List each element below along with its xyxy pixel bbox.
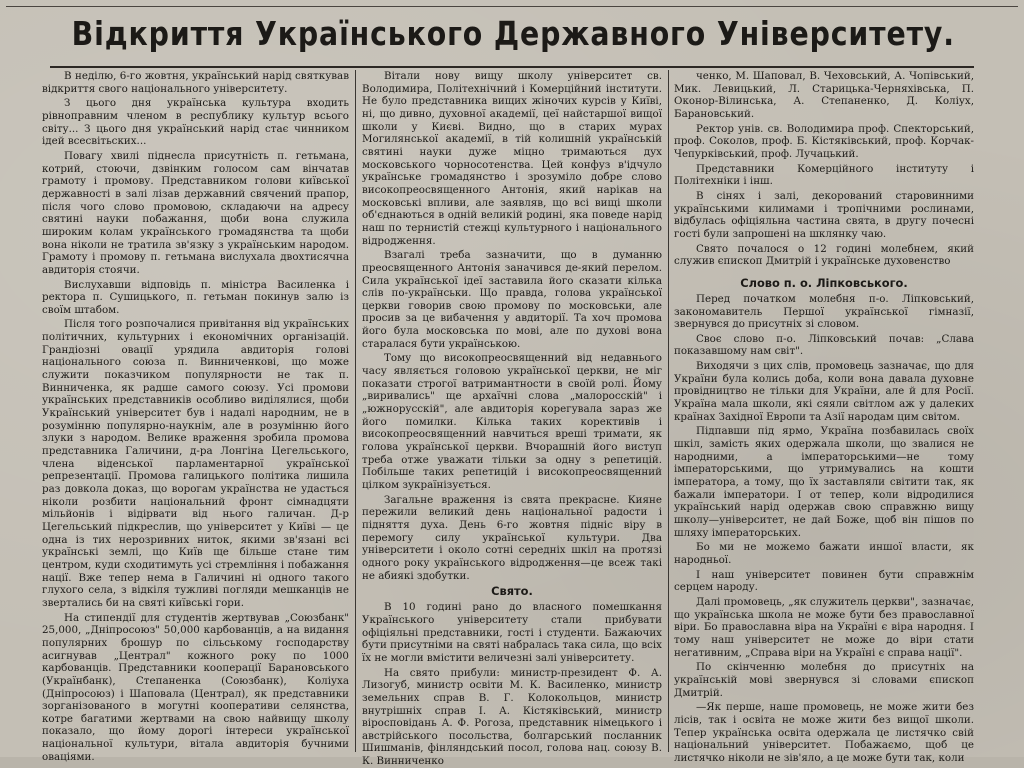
article-paragraph: Після того розпочалися привітання від українських політичних, культурних і економічних організацій. Грандіозні овації урядила авдиторія голові національного союза п. Винниченкові, що може служити показчиком популярности не так п. Винниченка, як радше самого союзу. Усі промови українських представників особливо виділялися, щоби Український університет був і надалі народним, не в розумінню популярно-наукнім, але в розумінню його злуки з народом. Велике враження зробила промова представника Галичини, д-ра Лонгіна Цегельського, члена віденської парламентарної української репрезентації. Промова галицького політика лишила раз довкола доказ, що ворогам українства не удасться ніколи розбити національний фронт сімнадцяти мільйонів і відірвати від нього галичан. Д-р Цегельський підкреслив, що університет у Київі — це одна із тих нерозривних ниток, якими зв'язані всі українські землі, що Київ ще більше стане тим центром, куди сходитимуть усі стремління і побажання нації. Вже тепер нема в Галичині ні одного такого глухого села, з відкіля тужливі погляди мешканців не звертались би на святі київські гори. [42, 318, 349, 609]
article-paragraph: Вітали нову вищу школу університет св. Володимира, Політехнічний і Комерційний інститути. Не було представника вищих жіночих курсів у Київі, ні, що дивно, духовної академії, цеї найстаршої вищої школи у Києві. Видно, що в старих мурах Могилянської академії, в тій колишній українській святині науки дуже міцно тримаються дух московського чорносотенства. Цей конфуз в'ідчуло українське громадянство і зрозуміло добре слово високопреосвященного Антонія, який нарікав на московські впливи, але заявляв, що всі вищі школи об'єднаються в одній великій родині, яка поведе нарід наш по тернистій стежці культурного і національного відродження. [362, 70, 662, 247]
article-paragraph: Свято почалося о 12 годині молебнем, який служив єпископ Дмитрій і українське духовенство [674, 242, 974, 268]
article-paragraph: Загальне враження із свята прекрасне. Кияне пережили великий день національної радости і підняття духа. День 6-го жовтня підніс віру в перемогу силу української культури. Два університети і около сотні середніх шкіл на протязі одного року українського відродження—це всеж такі не абиякі здобутки. [362, 493, 662, 582]
article-paragraph: ченко, М. Шаповал, В. Чеховський, А. Чопівський, Мик. Левицький, Л. Старицька-Черняхівська, П. Оконор-Вілинська, А. Степаненко, Д. Коліух, Барановський. [674, 70, 974, 120]
article-paragraph: Далі промовець, „як служитель церкви", зазначає, що українська школа не може бути без православної віри. Бо православна віра на Україні є віра народня. І тому наш університет не може до віри стати негативним, „Справа віри на Україні є справа нації". [674, 595, 974, 659]
article-paragraph: По скінченню молебня до присутніх на українській мові звернувся зі словами єпископ Дмитрій. [674, 661, 974, 699]
article-paragraph: На стипендії для студентів жертвував „Союзбанк" 25,000, „Дніпросоюз" 50,000 карбованців, а на видання популярних брошур по сільському господарству асигнував „Централ" кожного року по 1000 карбованців. Представники кооперації Барановського (Українбанк), Степаненка (Союзбанк), Коліуха (Дніпросоюз) і Шаповала (Централ), як представники зорганізованого в могутні кооперативи селянства, котре багатими жертвами на свою найвищу школу показало, що йому дорогі інтереси української національної культури, вітала авдиторія бучними оваціями. [42, 611, 349, 763]
article-paragraph: Повагу хвилі піднесла присутність п. гетьмана, котрий, стоючи, дзвінким голосом сам вінчатав грамоту і промову. Представником голови київської державності в залі лізав державний свячений прапор, після чого слово промовою, складаючи на адресу святині науки побажання, щоби вона служила широким колам українського громадянства та щоби вона ніколи не тратила зв'язку з українським народом. Грамоту і промову п. гетьмана вислухала двохтисячна авдиторія стоячи. [42, 149, 349, 276]
column-rule-1 [355, 70, 356, 752]
headline: Відкриття Українського Державного Університету. [71, 14, 955, 53]
column-3 [674, 70, 974, 764]
article-paragraph: Виходячи з цих слів, промовець зазначає, що для України була колись доба, коли вона давала духовне провідництво не тільки для України, але й для Росії. Україна мала школи, які сяяли світлом аж у далеких країнах Західної Европи та Азії народам цим світом. [674, 360, 974, 423]
article-paragraph: Тому що високопреосвященний від недавнього часу являється головою української церкви, не міг показати строгої ватримантности в своїй ролі. Йому „виривались" ще архаїчні слова „малоросскій" і „южнорусскій", але авдиторія корегувала зараз же його помилки. Кілька таких корективів і високопреосвященний навчиться вреші тримати, як голова української церкви. Вчорашній його виступ треба отже уважати тільки за одну з репетицій. Побільше таких репетицій і високопреосвященний цілком зукраїнізується. [362, 352, 662, 491]
article-paragraph: Ректор унів. св. Володимира проф. Спекторський, проф. Соколов, проф. Б. Кістяківський, проф. Корчак-Чепурківський, проф. Лучацький. [674, 122, 974, 160]
top-rule [6, 6, 1018, 7]
article-paragraph: В 10 годині рано до власного помешкання Українського університету стали прибувати офіціяльні представники, гості і студенти. Бажаючих бути присутніми на святі набралась така сила, що всіх їх не могли вмістити величезні залі університету. [362, 601, 662, 664]
column-2 [362, 70, 662, 768]
article-paragraph: Перед початком молебня п-о. Ліпковський, закономавитель Першої української гімназії, звернувся до присутніх зі словом. [674, 292, 974, 331]
article-paragraph: В сінях і залі, декорований старовинними українськими килимами і тропічними рослинами, відбулась офіціяльна частина свята, в другу почесні гості були запрошені на шклянку чаю. [674, 189, 974, 240]
headline-rule [50, 66, 974, 68]
section-heading: Слово п. о. Ліпковського. [740, 275, 908, 290]
article-paragraph: Представники Комерційного інституту і Політехніки і інш. [674, 162, 974, 188]
article-paragraph: Своє слово п-о. Ліпковський почав: „Слава показавшому нам світ". [674, 332, 974, 358]
article-paragraph: В неділю, 6-го жовтня, український нарід святкував відкриття свого національного університету. [42, 70, 349, 95]
article-paragraph: Підпавши під ярмо, Україна позбавилась своїх шкіл, замість яких одержала школи, що звалися не народними, а імператорськими—не тому імператорськими, що утримувались на кошти імператора, а тому, що їх заставляли світити так, як бажали імператори. І от тепер, коли відродилися український нарід одержав свою справжню вищу школу—університет, не дай Боже, щоб він пішов по шляху імператорських. [674, 425, 974, 539]
article-paragraph: Бо ми не можемо бажати иншої власти, як народньої. [674, 541, 974, 566]
article-paragraph: Взагалі треба зазначити, що в думанню преосвященного Антонія заначився де-який перелом. Сила української ідеї заставила його сказати кілька слів по-українськи. Що правда, голова української церкви говорив свою промову по московськи, але просив за це вибачення у авдиторії. Та хоч промова його була московська по мові, але по духові вона старалася бути українською. [362, 249, 662, 350]
article-paragraph: —Як перше, наше промовець, не може жити без лісів, так і освіта не може жити без вищої школи. Тепер українська освіта одержала це листячко свій національний університет. Побажаємо, щоб це листячко ніколи не зів'яло, а це може бути так, коли [674, 701, 974, 764]
article-paragraph: І наш університет повинен бути справжнім серцем народу. [674, 568, 974, 594]
column-rule-2 [668, 70, 669, 752]
column-1 [42, 70, 349, 763]
article-paragraph: На свято прибули: министр-президент Ф. А. Лизогуб, министр освіти М. К. Василенко, министр земельних справ В. Г. Колокольцов, министр внутрішніх справ І. А. Кістяківський, министр віросповідань А. Ф. Рогоза, представник німецького і австрійського посольства, болгарський посланник Шишманів, фінляндський посол, голова нац. союзу В. К. Винниченко [362, 666, 662, 768]
section-heading: Свято. [491, 584, 533, 599]
article-paragraph: З цього дня українська культура входить рівноправним членом в республику культур всього світу... З цього дня український нарід стає чинником ідей всесвітьских... [42, 97, 349, 148]
article-paragraph: Вислухавши відповідь п. міністра Василенка і ректора п. Сушицького, п. гетьман покинув залю із своїм штабом. [42, 278, 349, 316]
